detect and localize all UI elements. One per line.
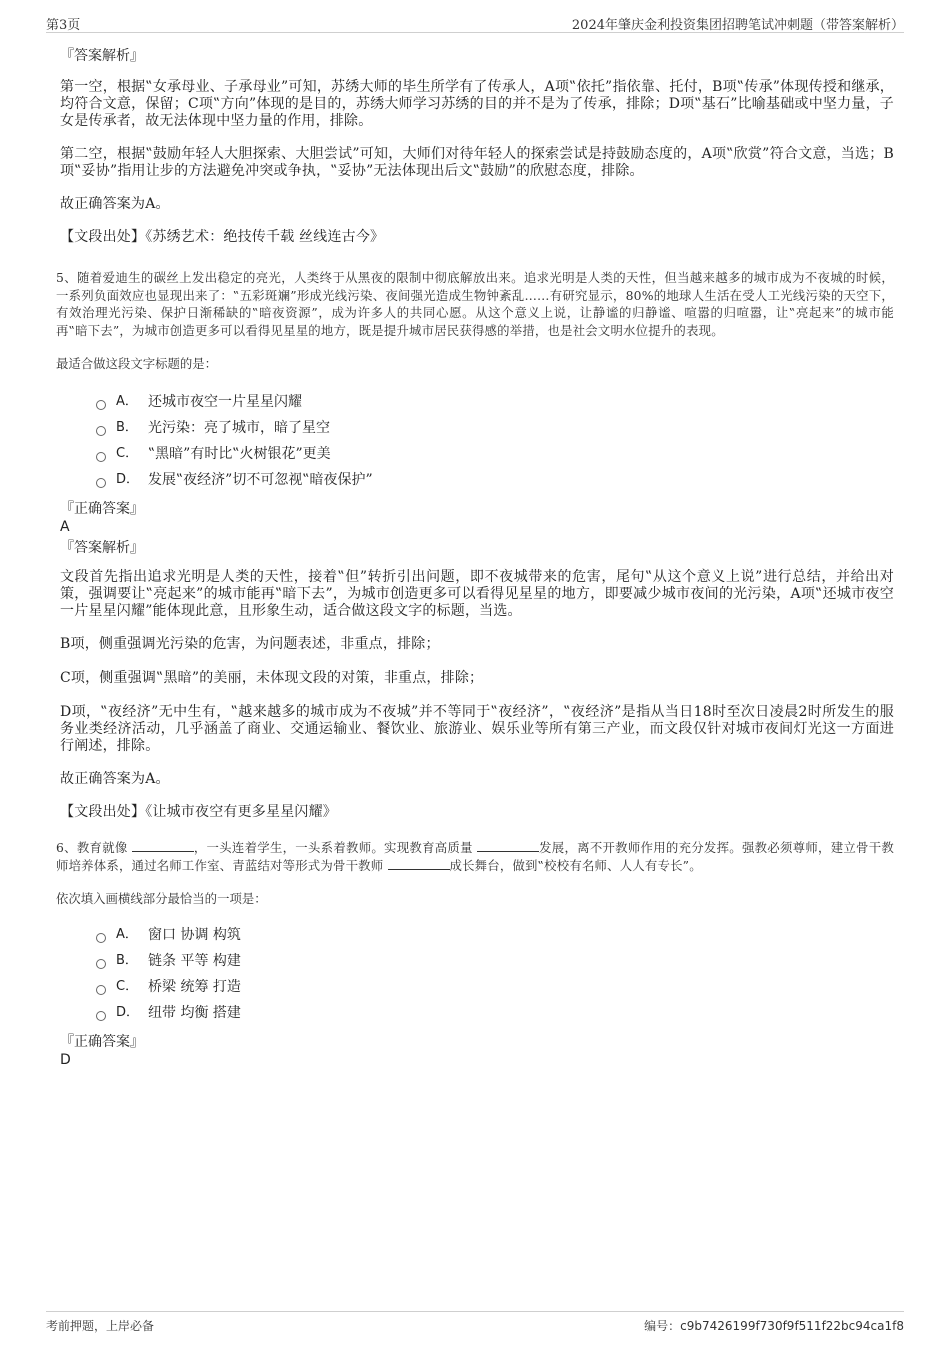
q5-analysis-4: D项，‟夜经济”无中生有，‟越来越多的城市成为不夜城”并不等同于‟夜经济”，‟夜经济”是指从当日18时至次日凌晨2时所发生的服务业类经济活动，几乎涵盖了商业、交通运输业、餐饮业、旅游业、娱乐业等所有第三产业，而文段仅针对城市夜间灯光这一方面进行阐述，排除。 [60, 704, 894, 754]
page-footer [46, 1311, 904, 1336]
q6-option-b[interactable]: B． 链条 平等 构建 [96, 948, 894, 974]
radio-icon[interactable] [96, 1011, 106, 1021]
q6-stem: 6、教育就像 ，一头连着学生，一头系着教师。实现教育高质量 发展，离不开教师作用的充分发挥。强教必须尊师，建立骨干教师培养体系，通过名师工作室、青蓝结对等形式为骨干教师 成长舞台，做到‟校校有名师、人人有专长”。 [56, 840, 895, 873]
radio-icon[interactable] [96, 478, 106, 488]
page-header [46, 12, 904, 33]
q5-answer: A [60, 519, 70, 535]
q6-prompt: 依次填入画横线部分最恰当的一项是： [56, 891, 267, 906]
blank-3 [388, 858, 450, 870]
q5-analysis-label: 『答案解析』 [60, 540, 144, 556]
q4-analysis-p2: 第二空，根据‟鼓励年轻人大胆探索、大胆尝试”可知，大师们对待年轻人的探索尝试是持鼓励态度的，A项‟欣赏”符合文意，当选；B项‟妥协”指用让步的方法避免冲突或争执，‟妥协”无法体现出后文‟鼓励”的欣慰态度，排除。 [60, 146, 894, 179]
footer-slogan: 考前押题，上岸必备 [46, 1319, 155, 1333]
q5-conclusion: 故正确答案为A。 [60, 771, 170, 787]
radio-icon[interactable] [96, 452, 106, 462]
q4-conclusion: 故正确答案为A。 [60, 196, 170, 212]
q4-analysis-p1: 第一空，根据‟女承母业、子承母业”可知，苏绣大师的毕生所学有了传承人，A项‟依托”指依靠、托付，B项‟传承”体现传授和继承，均符合文意，保留；C项‟方向”体现的是目的，苏绣大师学习苏绣的目的并不是为了传承，排除；D项‟基石”比喻基础或中坚力量，子女是传承者，故无法体现中坚力量的作用，排除。 [60, 79, 894, 129]
q5-answer-label: 『正确答案』 [60, 501, 144, 517]
q5-option-d[interactable]: D． 发展‟夜经济”切不可忽视‟暗夜保护” [96, 467, 894, 493]
q5-analysis-2: B项，侧重强调光污染的危害，为问题表述，非重点，排除； [60, 636, 440, 652]
radio-icon[interactable] [96, 959, 106, 969]
q5-option-a[interactable]: A． 还城市夜空一片星星闪耀 [96, 389, 894, 415]
radio-icon[interactable] [96, 400, 106, 410]
q5-option-c[interactable]: C． ‟黑暗”有时比‟火树银花”更美 [96, 441, 894, 467]
q5-analysis-3: C项，侧重强调‟黑暗”的美丽，未体现文段的对策，非重点，排除； [60, 670, 484, 686]
radio-icon[interactable] [96, 426, 106, 436]
q6-option-c[interactable]: C． 桥梁 统筹 打造 [96, 974, 894, 1000]
q5-source: 【文段出处】《让城市夜空有更多星星闪耀》 [60, 804, 337, 820]
q5-stem: 5、随着爱迪生的碳丝上发出稳定的亮光，人类终于从黑夜的限制中彻底解放出来。追求光明是人类的天性，但当越来越多的城市成为不夜城的时候，一系列负面效应也显现出来了：‟五彩斑斓”形成光线污染、夜间强光造成生物钟紊乱……有研究显示，80%的地球人生活在受人工光线污染的天空下，有效治理光污染、保护日渐稀缺的‟暗夜资源”，成为许多人的共同心愿。从这个意义上说，让静谧的归静谧、喧嚣的归喧嚣，让‟亮起来”的城市能再‟暗下去”，为城市创造更多可以看得见星星的地方，既是提升城市居民获得感的举措，也是社会文明水位提升的表现。 [56, 270, 894, 338]
q6-answer-label: 『正确答案』 [60, 1034, 144, 1050]
q5-analysis-1: 文段首先指出追求光明是人类的天性，接着‟但”转折引出问题，即不夜城带来的危害，尾句‟从这个意义上说”进行总结，并给出对策，强调要让‟亮起来”的城市能再‟暗下去”，为城市创造更多可以看得见星星的地方，即要减少城市夜间的光污染，A项‟还城市夜空一片星星闪耀”能体现此意，且形象生动，适合做这段文字的标题，当选。 [60, 569, 894, 619]
blank-1 [132, 840, 194, 852]
q5-option-b[interactable]: B． 光污染：亮了城市，暗了星空 [96, 415, 894, 441]
footer-serial: 编号：c9b7426199f730f9f511f22bc94ca1f8 [644, 1319, 904, 1333]
document-title: 2024年肇庆金利投资集团招聘笔试冲刺题（带答案解析） [571, 18, 904, 33]
q6-answer: D [60, 1052, 71, 1068]
page-number: 第3页 [46, 18, 81, 33]
q6-option-d[interactable]: D． 纽带 均衡 搭建 [96, 1000, 894, 1026]
q4-analysis-label: 『答案解析』 [60, 48, 144, 64]
q5-prompt: 最适合做这段文字标题的是： [56, 356, 218, 371]
radio-icon[interactable] [96, 985, 106, 995]
q4-source: 【文段出处】《苏绣艺术：绝技传千载 丝线连古今》 [60, 229, 385, 245]
radio-icon[interactable] [96, 933, 106, 943]
page-content [56, 46, 894, 1069]
q5-options [96, 389, 894, 493]
q6-options [96, 922, 894, 1026]
q6-option-a[interactable]: A． 窗口 协调 构筑 [96, 922, 894, 948]
blank-2 [477, 840, 539, 852]
